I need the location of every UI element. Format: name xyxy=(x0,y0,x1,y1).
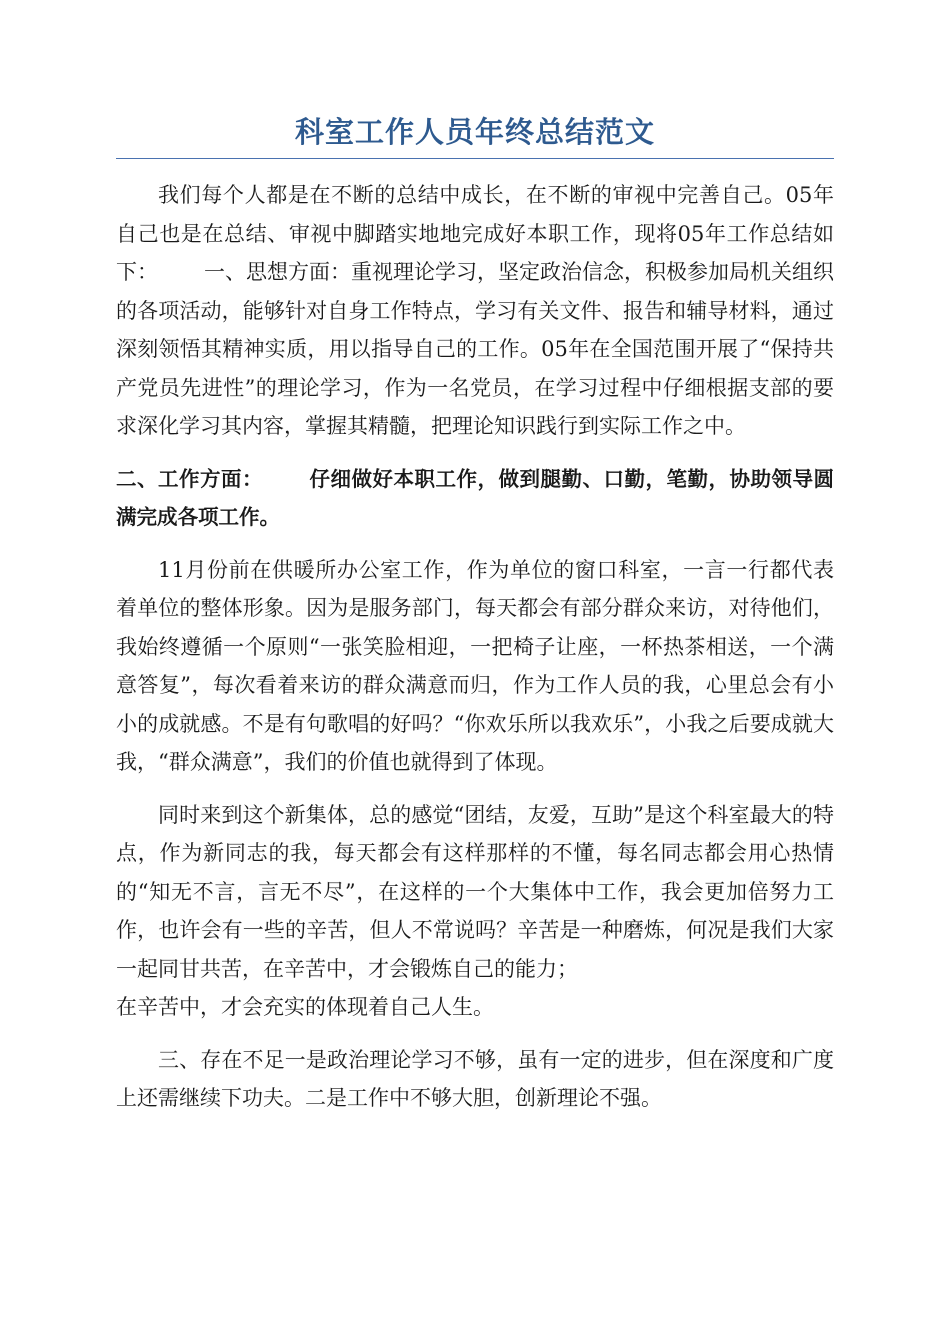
paragraph-3: 11月份前在供暖所办公室工作，作为单位的窗口科室，一言一行都代表着单位的整体形象。因为是服务部门，每天都会有部分群众来访，对待他们，我始终遵循一个原则“一张笑脸相迎，一把椅子让座，一杯热茶相送，一个满意答复”，每次看着来访的群众满意而归，作为工作人员的我，心里总会有小小的成就感。不是有句歌唱的好吗？“你欢乐所以我欢乐”，小我之后要成就大我，“群众满意”，我们的价值也就得到了体现。 xyxy=(116,557,834,774)
paragraph-4-text: 同时来到这个新集体，总的感觉“团结，友爱，互助”是这个科室最大的特点，作为新同志的我，每天都会有这样那样的不懂，每名同志都会用心热情的“知无不言，言无不尽”，在这样的一个大集体中工作，我会更加倍努力工作，也许会有一些的辛苦，但人不常说吗？辛苦是一种磨炼，何况是我们大家一起同甘共苦，在辛苦中，才会锻炼自己的能力； xyxy=(116,802,834,981)
paragraph-4-end: 在辛苦中，才会充实的体现着自己人生。 xyxy=(116,995,494,1019)
section2-paragraph xyxy=(116,460,834,537)
document-page xyxy=(116,112,834,1118)
section1-text: 一、思想方面：重视理论学习，坚定政治信念，积极参加局机关组织的各项活动，能够针对自身工作特点，学习有关文件、报告和辅导材料，通过深刻领悟其精神实质，用以指导自己的工作。05年在全国范围开展了“保持共产党员先进性”的理论学习，作为一名党员，在学习过程中仔细根据支部的要求深化学习其内容，掌握其精髓，把理论知识践行到实际工作之中。 xyxy=(116,260,834,438)
intro-text: 我们每个人都是在不断的总结中成长，在不断的审视中完善自己。05年自己也是在总结、审视中脚踏实地地完成好本职工作，现将05年工作总结如下： xyxy=(116,183,834,284)
intro-paragraph xyxy=(116,176,834,446)
document-title: 科室工作人员年终总结范文 xyxy=(116,112,834,159)
section2-heading: 二、工作方面： xyxy=(116,466,263,491)
section2-text: 仔细做好本职工作，做到腿勤、口勤，笔勤，协助领导圆满完成各项工作。 xyxy=(116,466,834,529)
paragraph-4 xyxy=(116,796,834,1027)
paragraph-5: 三、存在不足一是政治理论学习不够，虽有一定的进步，但在深度和广度上还需继续下功夫。二是工作中不够大胆，创新理论不强。 xyxy=(116,1047,834,1110)
